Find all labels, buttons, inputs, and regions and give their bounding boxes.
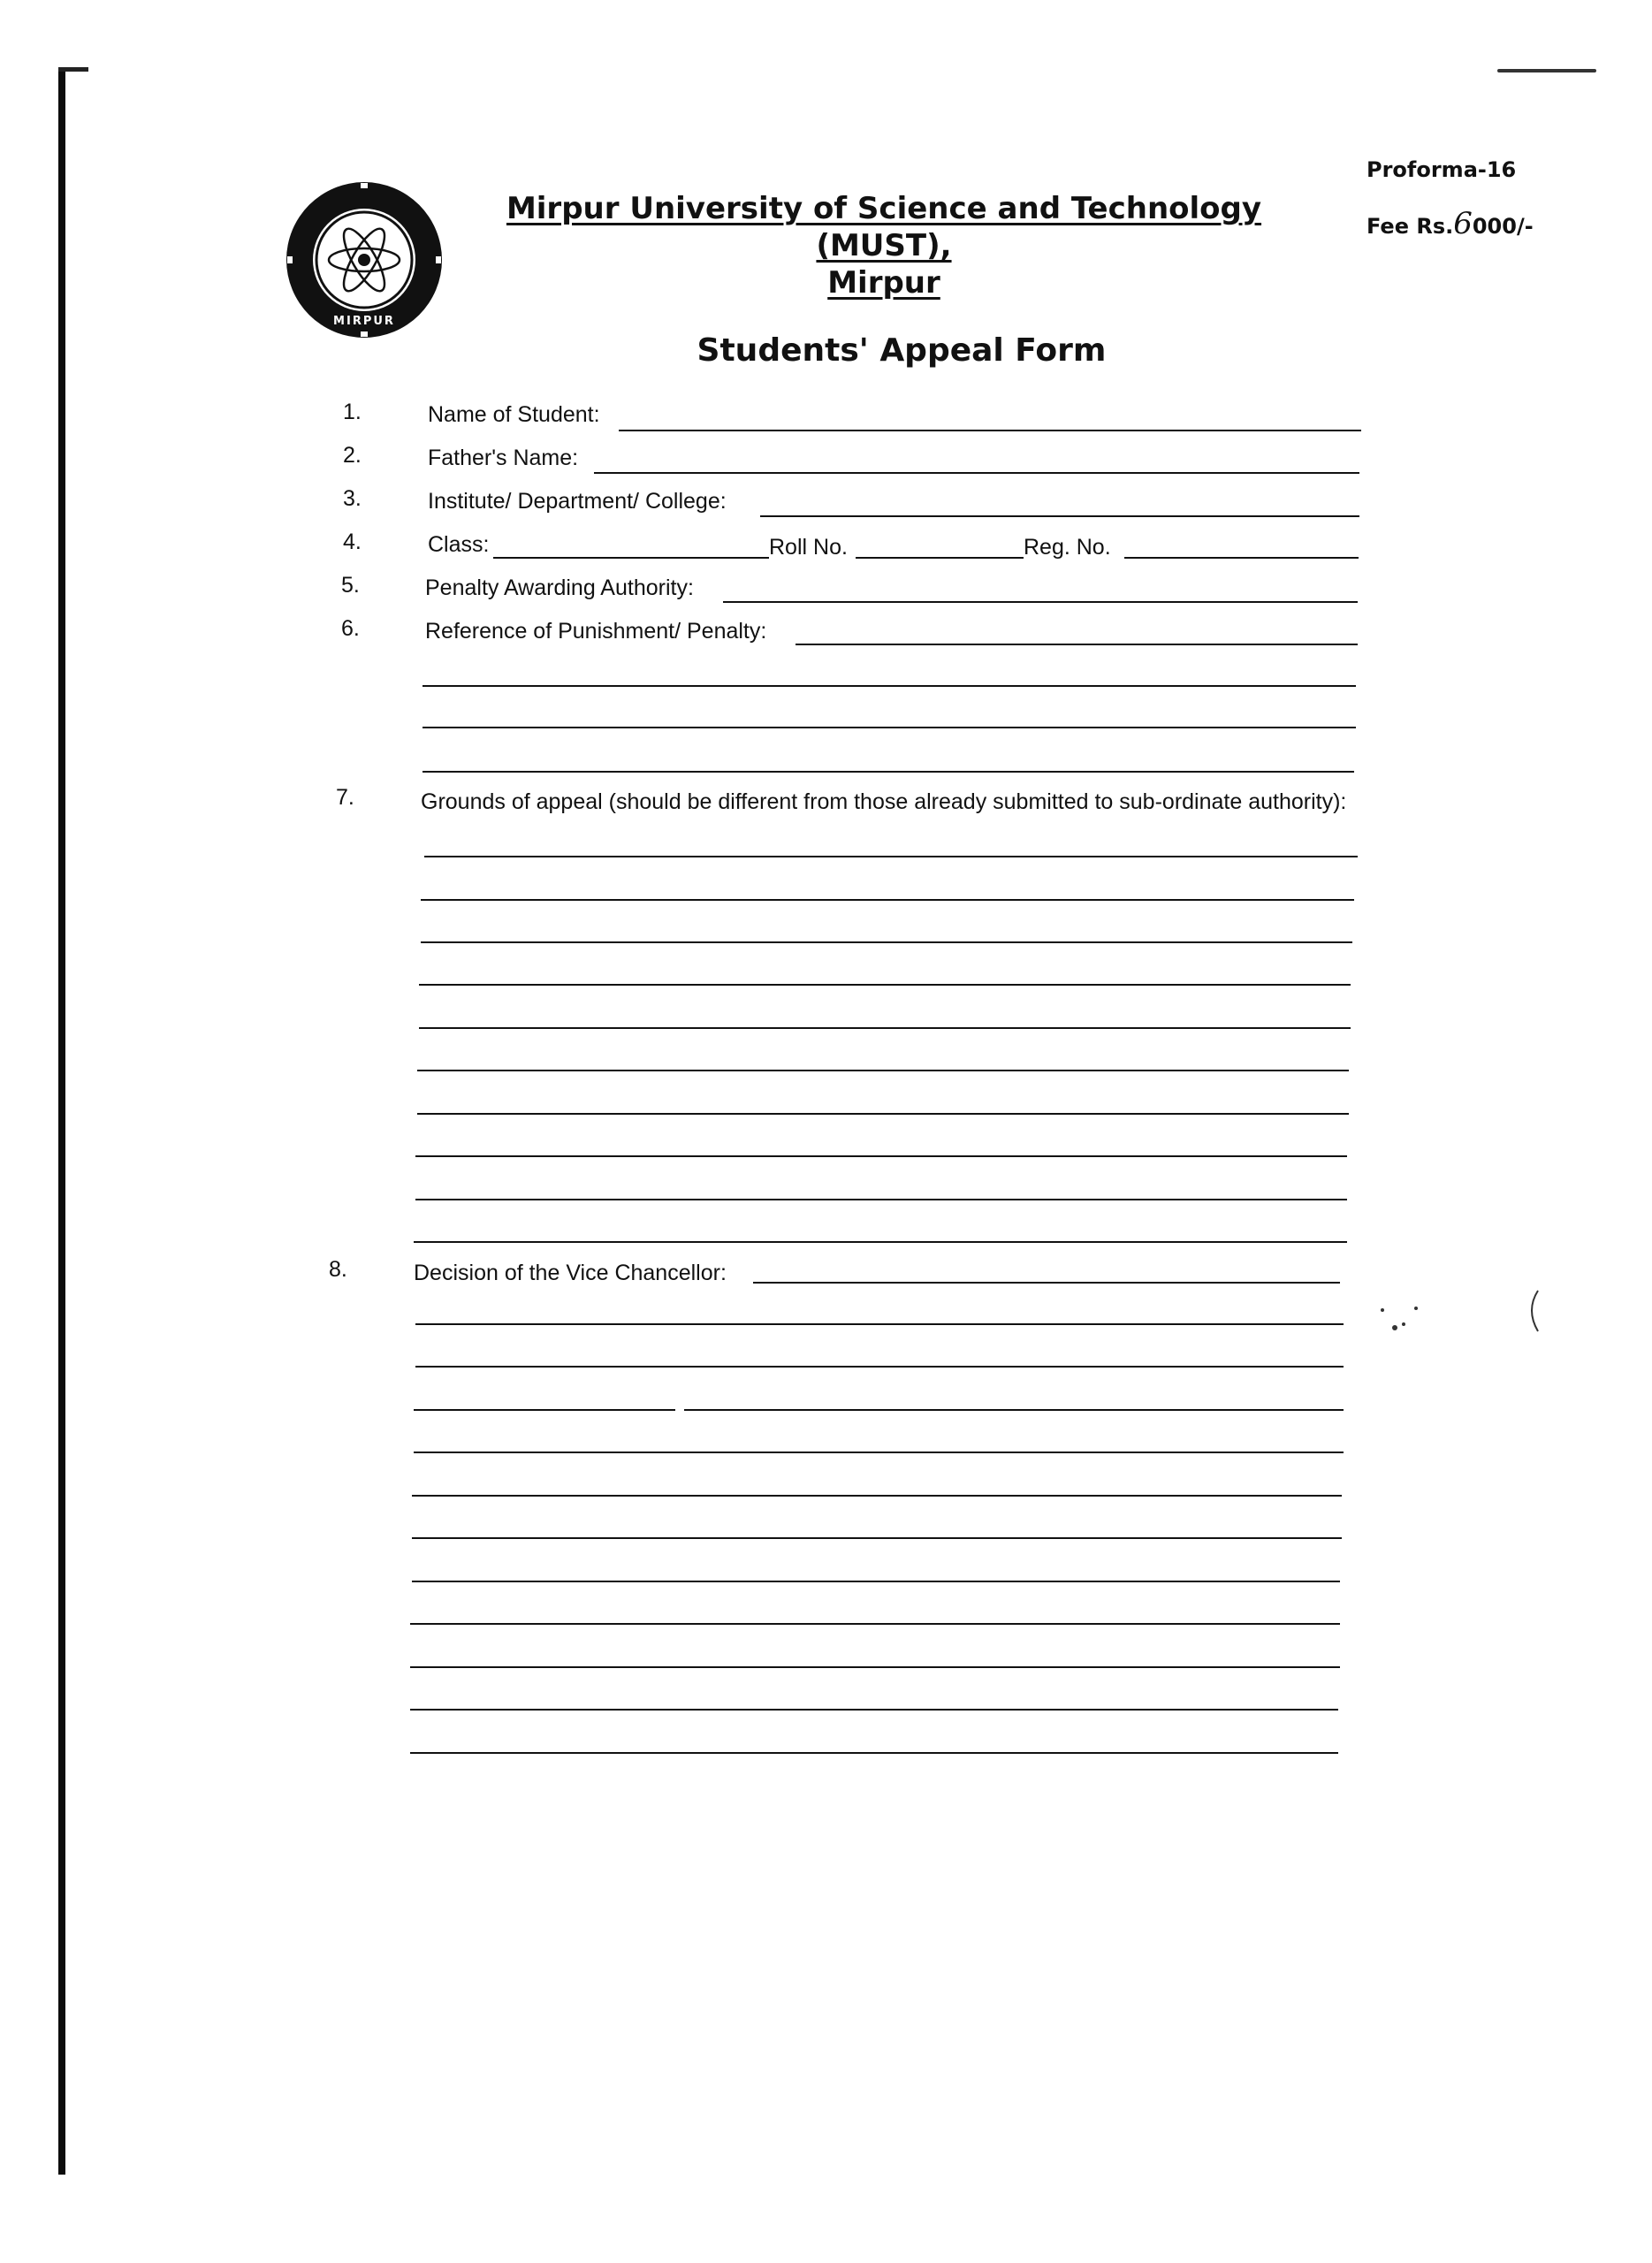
grounds-of-appeal-line[interactable]: [417, 1113, 1349, 1115]
field-number: 3.: [343, 486, 362, 511]
fee-suffix: 000/-: [1472, 214, 1534, 239]
university-name-line2: Mirpur: [827, 265, 940, 301]
fee-label: Fee Rs.: [1367, 214, 1454, 239]
university-name: [460, 190, 1308, 301]
field-label-institute: Institute/ Department/ College:: [428, 489, 727, 514]
form-title: Students' Appeal Form: [697, 332, 1107, 369]
proforma-number: Proforma-16: [1367, 157, 1517, 182]
vc-decision-line[interactable]: [410, 1752, 1338, 1754]
field-number: 1.: [343, 400, 362, 424]
grounds-of-appeal-line[interactable]: [419, 984, 1351, 986]
field-label-punishment-reference: Reference of Punishment/ Penalty:: [425, 619, 767, 644]
field-number: 2.: [343, 443, 362, 468]
class-field[interactable]: [493, 557, 769, 559]
field-number: 4.: [343, 530, 362, 554]
field-label-penalty-authority: Penalty Awarding Authority:: [425, 575, 694, 600]
grounds-of-appeal-line[interactable]: [419, 1027, 1351, 1029]
vc-decision-line[interactable]: [412, 1495, 1342, 1497]
vc-decision-field[interactable]: [753, 1282, 1340, 1284]
vc-decision-line[interactable]: [414, 1452, 1344, 1453]
vc-decision-line[interactable]: [415, 1323, 1344, 1325]
vc-decision-line[interactable]: [410, 1623, 1340, 1625]
vc-decision-line[interactable]: [410, 1666, 1340, 1668]
field-label-roll-no: Roll No.: [769, 535, 848, 560]
university-seal-icon: [285, 180, 444, 339]
reg-no-field[interactable]: [1124, 557, 1359, 559]
scan-edge: [58, 67, 88, 72]
field-label-reg-no: Reg. No.: [1024, 535, 1111, 560]
grounds-of-appeal-line[interactable]: [415, 1199, 1347, 1200]
field-label-class: Class:: [428, 532, 490, 557]
field-label-grounds-of-appeal: Grounds of appeal (should be different from those already submitted to sub-ordinate authority):: [421, 789, 1347, 814]
scan-edge: [58, 67, 65, 2175]
field-number: 5.: [341, 573, 360, 598]
institute-field[interactable]: [760, 515, 1359, 517]
scan-specks: [1370, 1282, 1547, 1352]
father-name-field[interactable]: [594, 472, 1359, 474]
punishment-reference-line[interactable]: [423, 727, 1356, 728]
grounds-of-appeal-line[interactable]: [414, 1241, 1347, 1243]
vc-decision-line[interactable]: [410, 1709, 1338, 1711]
field-number: 8.: [329, 1257, 347, 1282]
penalty-authority-field[interactable]: [723, 601, 1358, 603]
grounds-of-appeal-line[interactable]: [421, 941, 1352, 943]
svg-text:MIRPUR: MIRPUR: [333, 315, 395, 328]
grounds-of-appeal-line[interactable]: [421, 899, 1354, 901]
vc-decision-line[interactable]: [684, 1409, 1344, 1411]
vc-decision-line[interactable]: [415, 1366, 1344, 1368]
fee-handwritten-digit: 6: [1453, 206, 1473, 241]
university-name-line1: Mirpur University of Science and Technology (MUST),: [506, 191, 1262, 263]
student-name-field[interactable]: [619, 430, 1361, 431]
field-label-father-name: Father's Name:: [428, 446, 579, 470]
punishment-reference-line[interactable]: [423, 685, 1356, 687]
vc-decision-line[interactable]: [412, 1537, 1342, 1539]
field-label-student-name: Name of Student:: [428, 402, 600, 427]
fee-amount: [1367, 206, 1534, 241]
field-number: 6.: [341, 616, 360, 641]
roll-no-field[interactable]: [856, 557, 1024, 559]
field-number: 7.: [336, 785, 354, 810]
punishment-reference-line[interactable]: [423, 771, 1354, 773]
grounds-of-appeal-line[interactable]: [417, 1070, 1349, 1071]
punishment-reference-field[interactable]: [796, 644, 1358, 645]
grounds-of-appeal-line[interactable]: [415, 1155, 1347, 1157]
vc-decision-line[interactable]: [414, 1409, 675, 1411]
vc-decision-line[interactable]: [412, 1581, 1340, 1582]
grounds-of-appeal-line[interactable]: [424, 856, 1358, 857]
field-label-vc-decision: Decision of the Vice Chancellor:: [414, 1261, 727, 1285]
scan-mark: [1497, 69, 1596, 72]
